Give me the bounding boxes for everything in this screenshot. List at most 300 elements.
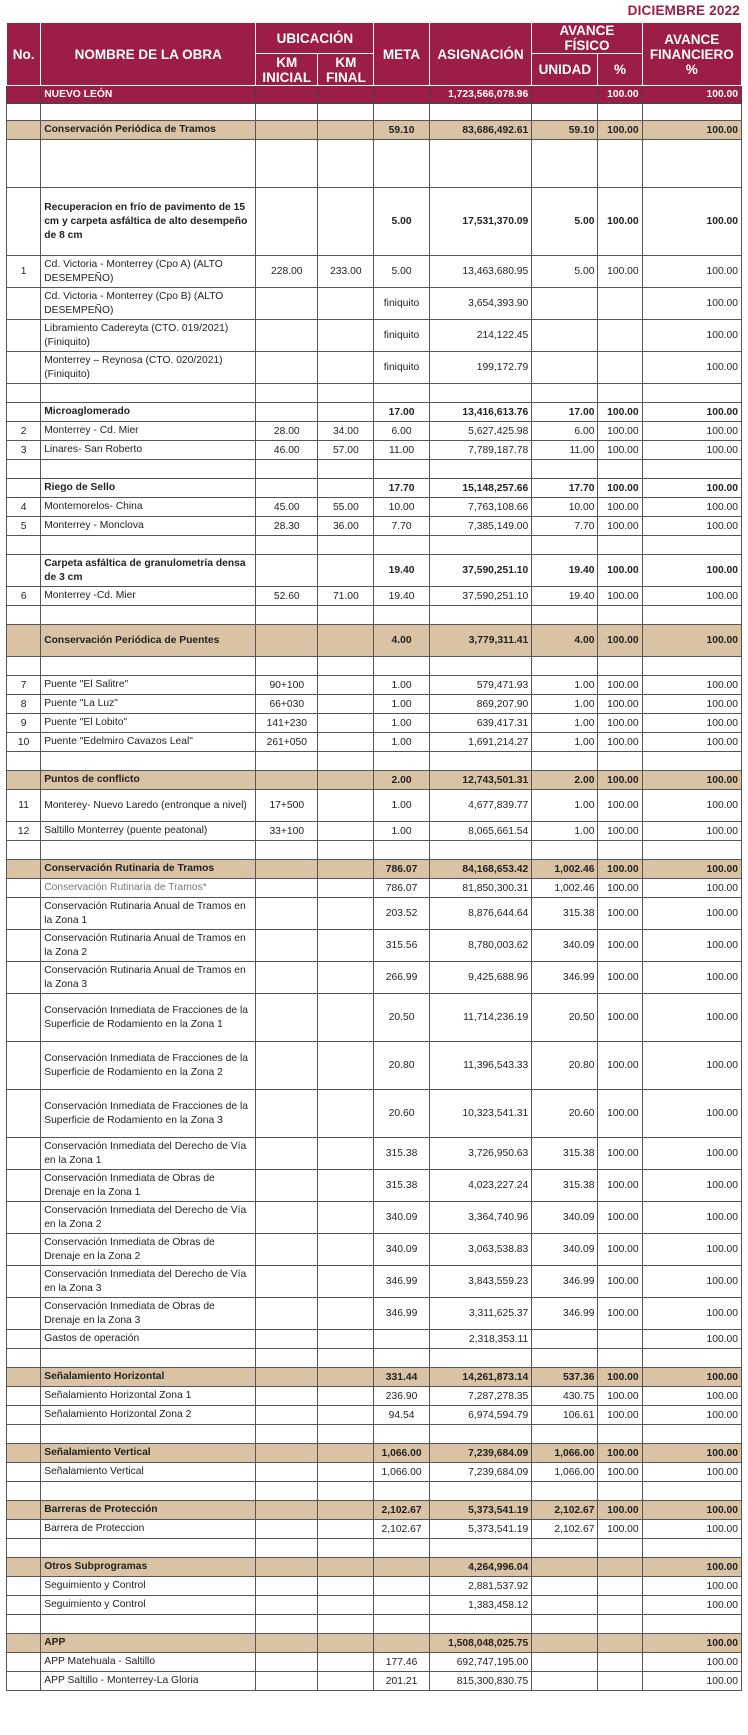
cell-km-inicial: [256, 1387, 318, 1406]
cell-asignacion: 3,843,559.23: [429, 1266, 532, 1298]
cell-meta: [374, 1425, 429, 1444]
cell-meta: finiquito: [374, 352, 429, 384]
cell-km-final: [318, 352, 374, 384]
report-period: DICIEMBRE 2022: [627, 3, 740, 18]
cell-km-final: [318, 1558, 374, 1577]
cell-asignacion: [429, 536, 532, 555]
cell-asignacion: 815,300,830.75: [429, 1672, 532, 1691]
cell-unidad: 5.00: [532, 188, 598, 256]
cell-asignacion: 869,207.90: [429, 695, 532, 714]
table-row: [7, 256, 742, 288]
spacer-row: [7, 1482, 742, 1501]
cell-km-inicial: [256, 288, 318, 320]
cell-avance-financiero: [642, 536, 741, 555]
cell-meta: [374, 86, 429, 104]
cell-asignacion: 4,023,227.24: [429, 1170, 532, 1202]
cell-unidad: 1.00: [532, 733, 598, 752]
section-row: [7, 771, 742, 790]
section-row: [7, 1558, 742, 1577]
group-row: [7, 479, 742, 498]
cell-km-inicial: 90+100: [256, 676, 318, 695]
cell-name: Cd. Victoria - Monterrey (Cpo B) (ALTO DESEMPEÑO): [41, 288, 256, 320]
cell-km-inicial: [256, 1539, 318, 1558]
cell-asignacion: 3,654,393.90: [429, 288, 532, 320]
cell-avance-financiero: 100.00: [642, 879, 741, 898]
cell-pct: 100.00: [598, 1463, 642, 1482]
cell-avance-financiero: 100.00: [642, 962, 741, 994]
cell-unidad: 2,102.67: [532, 1520, 598, 1539]
cell-km-inicial: [256, 606, 318, 625]
cell-avance-financiero: 100.00: [642, 1138, 741, 1170]
cell-pct: [598, 320, 642, 352]
cell-km-inicial: [256, 1653, 318, 1672]
cell-meta: [374, 104, 429, 121]
cell-meta: 1,066.00: [374, 1444, 429, 1463]
cell-name: [41, 536, 256, 555]
cell-unidad: [532, 1634, 598, 1653]
section-row: [7, 625, 742, 657]
cell-pct: [598, 1539, 642, 1558]
cell-avance-financiero: [642, 1425, 741, 1444]
spacer-row: [7, 384, 742, 403]
cell-unidad: 315.38: [532, 1170, 598, 1202]
cell-no: [7, 606, 41, 625]
cell-km-inicial: [256, 1138, 318, 1170]
cell-asignacion: 2,881,537.92: [429, 1577, 532, 1596]
cell-km-final: [318, 121, 374, 140]
cell-asignacion: 84,168,653.42: [429, 860, 532, 879]
cell-km-inicial: [256, 1406, 318, 1425]
cell-avance-financiero: 100.00: [642, 714, 741, 733]
cell-km-inicial: [256, 104, 318, 121]
cell-name: Conservación Rutinaria Anual de Tramos en la Zona 1: [41, 898, 256, 930]
cell-unidad: [532, 1330, 598, 1349]
cell-km-final: [318, 188, 374, 256]
cell-pct: [598, 536, 642, 555]
cell-pct: [598, 606, 642, 625]
cell-km-inicial: [256, 1558, 318, 1577]
cell-km-final: [318, 930, 374, 962]
cell-unidad: 10.00: [532, 498, 598, 517]
cell-asignacion: 3,311,625.37: [429, 1298, 532, 1330]
table-row: [7, 422, 742, 441]
cell-no: 8: [7, 695, 41, 714]
table-row: [7, 517, 742, 536]
cell-meta: [374, 1558, 429, 1577]
cell-no: [7, 288, 41, 320]
cell-unidad: 19.40: [532, 587, 598, 606]
cell-km-final: [318, 1138, 374, 1170]
cell-km-inicial: [256, 1170, 318, 1202]
cell-km-final: [318, 733, 374, 752]
cell-no: 7: [7, 676, 41, 695]
cell-meta: 5.00: [374, 256, 429, 288]
table-row: [7, 822, 742, 841]
cell-meta: 19.40: [374, 555, 429, 587]
cell-pct: 100.00: [598, 86, 642, 104]
cell-meta: [374, 657, 429, 676]
cell-km-final: [318, 403, 374, 422]
cell-meta: 1.00: [374, 790, 429, 822]
cell-no: [7, 1501, 41, 1520]
cell-unidad: [532, 841, 598, 860]
cell-avance-financiero: 100.00: [642, 1520, 741, 1539]
cell-unidad: [532, 352, 598, 384]
cell-pct: 100.00: [598, 1266, 642, 1298]
table-row: [7, 320, 742, 352]
cell-name: Conservación Inmediata del Derecho de Vía en la Zona 1: [41, 1138, 256, 1170]
cell-km-inicial: [256, 1672, 318, 1691]
cell-pct: [598, 288, 642, 320]
cell-asignacion: 214,122.45: [429, 320, 532, 352]
cell-meta: 340.09: [374, 1202, 429, 1234]
cell-meta: 2.00: [374, 771, 429, 790]
cell-name: APP Matehuala - Saltillo: [41, 1653, 256, 1672]
cell-avance-financiero: 100.00: [642, 790, 741, 822]
cell-unidad: [532, 1349, 598, 1368]
cell-asignacion: 10,323,541.31: [429, 1090, 532, 1138]
cell-avance-financiero: 100.00: [642, 498, 741, 517]
cell-km-inicial: [256, 1596, 318, 1615]
cell-name: Conservación Rutinaria Anual de Tramos en la Zona 3: [41, 962, 256, 994]
cell-no: [7, 352, 41, 384]
cell-avance-financiero: 100.00: [642, 695, 741, 714]
cell-name: Monterrey – Reynosa (CTO. 020/2021) (Finiquito): [41, 352, 256, 384]
cell-no: [7, 1266, 41, 1298]
cell-name: Conservación Periódica de Puentes: [41, 625, 256, 657]
cell-asignacion: [429, 1349, 532, 1368]
table-row: [7, 1266, 742, 1298]
cell-avance-financiero: 100.00: [642, 822, 741, 841]
cell-unidad: 19.40: [532, 555, 598, 587]
cell-no: [7, 479, 41, 498]
spacer-row: [7, 657, 742, 676]
cell-name: Monterrey -Cd. Mier: [41, 587, 256, 606]
cell-name: NUEVO LEÓN: [41, 86, 256, 104]
cell-asignacion: 37,590,251.10: [429, 555, 532, 587]
cell-unidad: 20.80: [532, 1042, 598, 1090]
cell-name: [41, 606, 256, 625]
cell-asignacion: 7,763,108.66: [429, 498, 532, 517]
cell-km-inicial: [256, 384, 318, 403]
cell-unidad: [532, 536, 598, 555]
cell-unidad: 17.00: [532, 403, 598, 422]
cell-km-final: [318, 460, 374, 479]
cell-avance-financiero: 100.00: [642, 1042, 741, 1090]
table-row: [7, 1138, 742, 1170]
cell-meta: 346.99: [374, 1298, 429, 1330]
cell-km-final: [318, 606, 374, 625]
cell-avance-financiero: [642, 841, 741, 860]
cell-pct: 100.00: [598, 962, 642, 994]
cell-pct: 100.00: [598, 1138, 642, 1170]
table-row: [7, 1330, 742, 1349]
cell-km-final: 34.00: [318, 422, 374, 441]
cell-asignacion: [429, 1482, 532, 1501]
cell-unidad: [532, 1615, 598, 1634]
cell-km-final: [318, 1577, 374, 1596]
cell-no: 5: [7, 517, 41, 536]
cell-km-final: [318, 879, 374, 898]
cell-km-final: [318, 860, 374, 879]
cell-km-inicial: 33+100: [256, 822, 318, 841]
spacer-row: [7, 841, 742, 860]
cell-avance-financiero: 100.00: [642, 1558, 741, 1577]
cell-pct: 100.00: [598, 403, 642, 422]
spacer-row: [7, 1349, 742, 1368]
table-row: [7, 1387, 742, 1406]
cell-asignacion: 8,876,644.64: [429, 898, 532, 930]
cell-unidad: 346.99: [532, 1298, 598, 1330]
cell-name: Puente "El Lobito": [41, 714, 256, 733]
cell-no: 12: [7, 822, 41, 841]
cell-meta: 17.00: [374, 403, 429, 422]
table-row: [7, 1463, 742, 1482]
cell-no: [7, 1596, 41, 1615]
cell-name: Conservación Inmediata de Obras de Drenaje en la Zona 3: [41, 1298, 256, 1330]
cell-avance-financiero: 100.00: [642, 1298, 741, 1330]
header-avance-financiero: AVANCE FINANCIERO %: [642, 23, 741, 86]
cell-km-final: 233.00: [318, 256, 374, 288]
cell-pct: 100.00: [598, 1520, 642, 1539]
cell-unidad: [532, 1653, 598, 1672]
cell-unidad: [532, 86, 598, 104]
cell-pct: 100.00: [598, 256, 642, 288]
section-row: [7, 121, 742, 140]
cell-meta: 4.00: [374, 625, 429, 657]
cell-name: Puente "El Salitre": [41, 676, 256, 695]
cell-no: [7, 898, 41, 930]
cell-asignacion: 9,425,688.96: [429, 962, 532, 994]
cell-name: [41, 841, 256, 860]
table-row: [7, 441, 742, 460]
section-row: [7, 1501, 742, 1520]
cell-meta: [374, 1482, 429, 1501]
cell-pct: 100.00: [598, 771, 642, 790]
cell-km-inicial: 52.60: [256, 587, 318, 606]
cell-avance-financiero: [642, 104, 741, 121]
cell-avance-financiero: 100.00: [642, 288, 741, 320]
cell-km-final: [318, 1653, 374, 1672]
cell-km-final: [318, 695, 374, 714]
cell-no: 6: [7, 587, 41, 606]
cell-avance-financiero: 100.00: [642, 898, 741, 930]
table-row: [7, 1520, 742, 1539]
cell-km-inicial: [256, 352, 318, 384]
cell-unidad: [532, 1577, 598, 1596]
cell-pct: [598, 1330, 642, 1349]
cell-name: [41, 1425, 256, 1444]
cell-asignacion: 8,780,003.62: [429, 930, 532, 962]
cell-km-final: [318, 657, 374, 676]
cell-km-inicial: 141+230: [256, 714, 318, 733]
cell-no: [7, 104, 41, 121]
cell-asignacion: [429, 841, 532, 860]
cell-no: [7, 1170, 41, 1202]
cell-meta: 94.54: [374, 1406, 429, 1425]
cell-no: 11: [7, 790, 41, 822]
cell-meta: [374, 752, 429, 771]
cell-avance-financiero: 100.00: [642, 1406, 741, 1425]
cell-avance-financiero: 100.00: [642, 625, 741, 657]
spacer-row: [7, 536, 742, 555]
cell-km-inicial: [256, 1234, 318, 1266]
cell-km-inicial: [256, 1349, 318, 1368]
cell-km-inicial: [256, 1202, 318, 1234]
cell-name: Barreras de Protección: [41, 1501, 256, 1520]
cell-km-inicial: [256, 994, 318, 1042]
cell-asignacion: 3,779,311.41: [429, 625, 532, 657]
cell-meta: finiquito: [374, 320, 429, 352]
cell-no: [7, 994, 41, 1042]
cell-km-inicial: [256, 1501, 318, 1520]
cell-meta: 177.46: [374, 1653, 429, 1672]
cell-avance-financiero: [642, 1539, 741, 1558]
cell-name: [41, 384, 256, 403]
cell-km-final: [318, 1387, 374, 1406]
spacer-row: [7, 1425, 742, 1444]
cell-unidad: 7.70: [532, 517, 598, 536]
cell-meta: [374, 460, 429, 479]
cell-km-inicial: [256, 1520, 318, 1539]
cell-no: 4: [7, 498, 41, 517]
cell-asignacion: 4,677,839.77: [429, 790, 532, 822]
cell-no: [7, 1653, 41, 1672]
cell-unidad: 537.36: [532, 1368, 598, 1387]
header-asignacion: ASIGNACIÓN: [429, 23, 532, 86]
cell-meta: 59.10: [374, 121, 429, 140]
cell-asignacion: 6,974,594.79: [429, 1406, 532, 1425]
cell-avance-financiero: 100.00: [642, 188, 741, 256]
cell-km-inicial: [256, 479, 318, 498]
cell-asignacion: 579,471.93: [429, 676, 532, 695]
header-name: NOMBRE DE LA OBRA: [41, 23, 256, 86]
cell-unidad: 1.00: [532, 695, 598, 714]
cell-asignacion: [429, 140, 532, 188]
cell-pct: 100.00: [598, 1406, 642, 1425]
cell-meta: finiquito: [374, 288, 429, 320]
cell-avance-financiero: 100.00: [642, 1596, 741, 1615]
cell-km-final: [318, 962, 374, 994]
cell-no: [7, 121, 41, 140]
cell-pct: 100.00: [598, 695, 642, 714]
cell-asignacion: 7,385,149.00: [429, 517, 532, 536]
cell-avance-financiero: 100.00: [642, 1266, 741, 1298]
cell-pct: 100.00: [598, 517, 642, 536]
cell-avance-financiero: 100.00: [642, 1577, 741, 1596]
cell-asignacion: 1,723,566,078.96: [429, 86, 532, 104]
cell-no: [7, 1672, 41, 1691]
cell-no: [7, 188, 41, 256]
cell-km-inicial: [256, 1266, 318, 1298]
cell-km-inicial: 261+050: [256, 733, 318, 752]
cell-avance-financiero: 100.00: [642, 1330, 741, 1349]
cell-avance-financiero: 100.00: [642, 403, 741, 422]
cell-no: [7, 841, 41, 860]
cell-pct: [598, 1558, 642, 1577]
table-row: [7, 1577, 742, 1596]
table-row: [7, 288, 742, 320]
cell-km-inicial: [256, 860, 318, 879]
cell-no: [7, 1406, 41, 1425]
cell-asignacion: 83,686,492.61: [429, 121, 532, 140]
cell-asignacion: 12,743,501.31: [429, 771, 532, 790]
cell-km-inicial: [256, 841, 318, 860]
cell-name: Conservación Rutinaria de Tramos: [41, 860, 256, 879]
cell-unidad: [532, 288, 598, 320]
cell-km-inicial: [256, 1425, 318, 1444]
cell-km-inicial: [256, 1482, 318, 1501]
cell-name: Microaglomerado: [41, 403, 256, 422]
cell-no: [7, 930, 41, 962]
cell-asignacion: 1,691,214.27: [429, 733, 532, 752]
cell-no: [7, 1463, 41, 1482]
cell-avance-financiero: 100.00: [642, 517, 741, 536]
cell-km-inicial: [256, 403, 318, 422]
cell-km-final: [318, 320, 374, 352]
cell-unidad: [532, 1558, 598, 1577]
cell-no: [7, 536, 41, 555]
cell-meta: [374, 1330, 429, 1349]
cell-pct: 100.00: [598, 422, 642, 441]
cell-km-inicial: [256, 536, 318, 555]
header-pct: %: [598, 54, 642, 86]
cell-meta: 1.00: [374, 822, 429, 841]
table-row: [7, 714, 742, 733]
cell-name: Conservación Inmediata de Fracciones de la Superficie de Rodamiento en la Zona 3: [41, 1090, 256, 1138]
cell-avance-financiero: 100.00: [642, 1202, 741, 1234]
cell-name: APP: [41, 1634, 256, 1653]
cell-name: Riego de Sello: [41, 479, 256, 498]
cell-avance-financiero: 100.00: [642, 1653, 741, 1672]
cell-km-inicial: 46.00: [256, 441, 318, 460]
cell-asignacion: 7,239,684.09: [429, 1463, 532, 1482]
cell-pct: 100.00: [598, 188, 642, 256]
cell-name: Conservación Inmediata del Derecho de Vía en la Zona 2: [41, 1202, 256, 1234]
cell-asignacion: [429, 104, 532, 121]
cell-asignacion: [429, 1615, 532, 1634]
table-row: [7, 1596, 742, 1615]
cell-pct: 100.00: [598, 1090, 642, 1138]
cell-no: [7, 1138, 41, 1170]
cell-meta: [374, 606, 429, 625]
cell-km-final: [318, 1615, 374, 1634]
cell-pct: [598, 1615, 642, 1634]
table-row: [7, 1298, 742, 1330]
cell-km-final: [318, 288, 374, 320]
cell-meta: [374, 1539, 429, 1558]
table-row: [7, 733, 742, 752]
cell-name: Conservación Inmediata de Fracciones de la Superficie de Rodamiento en la Zona 1: [41, 994, 256, 1042]
cell-avance-financiero: 100.00: [642, 930, 741, 962]
cell-pct: [598, 1577, 642, 1596]
cell-name: Carpeta asfáltica de granulometría densa de 3 cm: [41, 555, 256, 587]
cell-meta: 10.00: [374, 498, 429, 517]
spacer-row: [7, 606, 742, 625]
cell-name: Señalamiento Horizontal Zona 2: [41, 1406, 256, 1425]
cell-meta: 2,102.67: [374, 1501, 429, 1520]
cell-asignacion: 3,726,950.63: [429, 1138, 532, 1170]
cell-km-inicial: [256, 898, 318, 930]
cell-name: Monterrey - Cd. Mier: [41, 422, 256, 441]
cell-pct: [598, 841, 642, 860]
table-row: [7, 879, 742, 898]
cell-unidad: 346.99: [532, 1266, 598, 1298]
cell-unidad: 1,066.00: [532, 1444, 598, 1463]
cell-km-inicial: 28.00: [256, 422, 318, 441]
cell-name: Conservación Inmediata de Fracciones de la Superficie de Rodamiento en la Zona 2: [41, 1042, 256, 1090]
cell-no: [7, 1425, 41, 1444]
